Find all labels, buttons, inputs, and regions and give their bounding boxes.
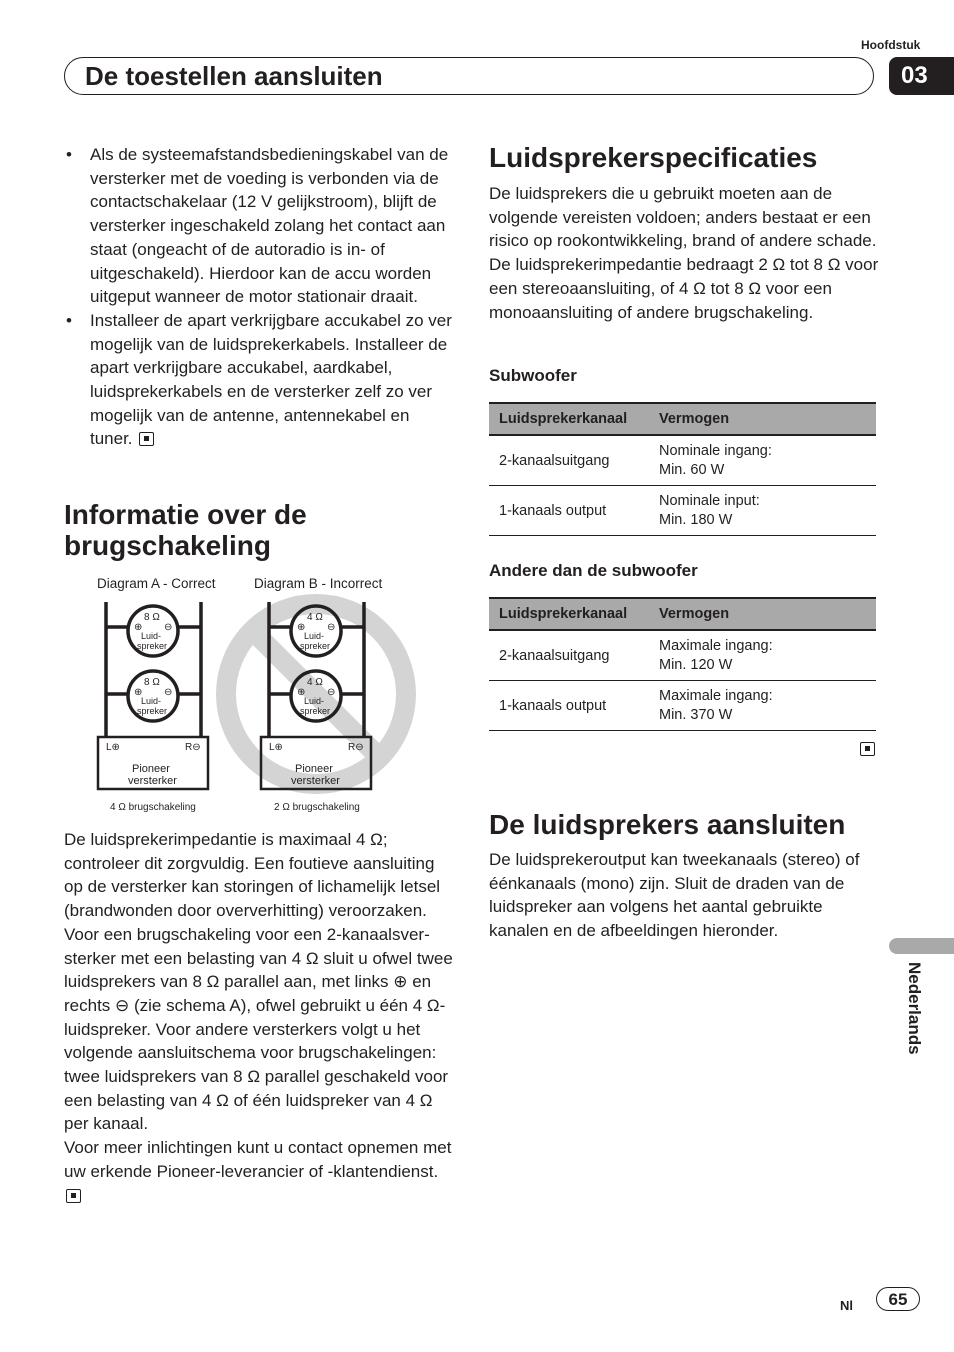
speaker-label: Luid- <box>304 631 325 641</box>
impedance-label: 4 Ω <box>307 677 323 688</box>
amplifier-label: versterker <box>291 775 340 787</box>
speaker-label: Luid- <box>141 631 162 641</box>
svg-text:⊕: ⊕ <box>297 687 306 698</box>
channel-cell: 2-kanaalsuitgang <box>489 630 649 681</box>
speaker-label: spreker <box>137 706 168 716</box>
chapter-number: 03 <box>889 57 954 95</box>
table-row <box>489 630 876 681</box>
spec-heading: Luidsprekerspecificaties <box>489 142 818 173</box>
end-mark-icon <box>860 742 875 756</box>
terminal-label: R⊖ <box>185 742 201 753</box>
svg-text:⊖: ⊖ <box>164 622 173 633</box>
spec-paragraph: De luidsprekers die u gebruikt moeten aan de volgende vereisten voldoen; anders bestaat er een risico op rookontwikkeling, brand of andere schade. De luidsprekerimpedantie bedraagt 2 Ω tot 8 Ω voor een stereoaansluiting, of 4 Ω tot 8 Ω voor een monoaansluiting of andere brugschakeling. <box>489 184 879 322</box>
speaker-label: spreker <box>300 641 331 651</box>
speaker-label: Luid- <box>304 696 325 706</box>
diagram-a-caption: 4 Ω brugschakeling <box>110 802 196 813</box>
column-header: Vermogen <box>649 403 876 435</box>
connect-paragraph: De luidsprekeroutput kan tweekanaals (stereo) of éénkanaals (mono) zijn. Sluit de draden van de luidspreker aan volgens het aantal gebruikte kanalen en de afbeeldingen hieronder. <box>489 850 860 941</box>
page-number: 65 <box>876 1287 920 1311</box>
table-row <box>489 681 876 731</box>
svg-text:⊖: ⊖ <box>164 687 173 698</box>
table-row <box>489 435 876 486</box>
impedance-label: 8 Ω <box>144 612 160 623</box>
language-label: Nederlands <box>905 962 924 1055</box>
bridge-text: De luidsprekerimpedantie is maximaal 4 Ω; controleer dit zorgvuldig. Een foutieve aansluiting op de versterker kan storingen of lichamelijk letsel (brandwonden door oververhitting) veroorzaken. Voor een brugschakeling voor een 2-kanaalsversterker met een belasting van 4 Ω sluit u ofwel twee luidsprekers van 8 Ω parallel aan, met links ⊕ en rechts ⊖ (zie schema A), ofwel gebruikt u één 4 Ω-luidspreker. Voor andere versterkers volgt u het volgende aansluitschema voor brugschakelingen: twee luidsprekers van 8 Ω parallel geschakeld voor een belasting van 4 Ω of één luidspreker van 4 Ω per kanaal. <box>64 830 453 1134</box>
other-speakers-table <box>489 597 876 731</box>
speaker-label: spreker <box>137 641 168 651</box>
column-header: Vermogen <box>649 598 876 630</box>
speaker-label: spreker <box>300 706 331 716</box>
power-cell: Nominale input: Min. 180 W <box>649 486 876 536</box>
table-header-row <box>489 403 876 435</box>
chapter-label: Hoofdstuk <box>861 38 921 52</box>
impedance-label: 4 Ω <box>307 612 323 623</box>
svg-text:⊕: ⊕ <box>297 622 306 633</box>
amplifier-label: Pioneer <box>132 763 170 775</box>
terminal-label: L⊕ <box>106 742 120 753</box>
power-cell: Nominale ingang: Min. 60 W <box>649 435 876 486</box>
svg-text:⊖: ⊖ <box>327 622 336 633</box>
diagram-b-title: Diagram B - Incorrect <box>254 576 383 591</box>
column-header: Luidsprekerkanaal <box>489 598 649 630</box>
power-cell: Maximale ingang: Min. 120 W <box>649 630 876 681</box>
warning-bullet-list <box>64 143 452 451</box>
language-tab <box>889 938 954 954</box>
terminal-label: R⊖ <box>348 742 364 753</box>
contact-text: Voor meer inlichtingen kunt u contact opnemen met uw erkende Pioneer-leverancier of -klantendienst. <box>64 1138 452 1181</box>
amplifier-label: versterker <box>128 775 177 787</box>
diagram-b-caption: 2 Ω brugschakeling <box>274 802 360 813</box>
table-header-row <box>489 598 876 630</box>
bullet-text: Installeer de apart verkrijgbare accukabel zo ver mogelijk van de luidsprekerkabels. Installeer de apart verkrijgbare accukabel, aardkabel, luidsprekerkabels en de versterker zelf zo ver mogelijk van de antenne, antennekabel en tuner. <box>90 310 452 449</box>
bridge-diagram <box>92 572 422 817</box>
subwoofer-table <box>489 402 876 536</box>
bullet-item <box>64 143 452 309</box>
other-speakers-heading: Andere dan de subwoofer <box>489 561 698 580</box>
diagram-a-title: Diagram A - Correct <box>97 576 216 591</box>
bridge-heading: Informatie over de brugschakeling <box>64 499 307 561</box>
amplifier-label: Pioneer <box>295 763 333 775</box>
impedance-label: 8 Ω <box>144 677 160 688</box>
svg-text:⊖: ⊖ <box>327 687 336 698</box>
svg-text:⊕: ⊕ <box>134 622 143 633</box>
subwoofer-heading: Subwoofer <box>489 366 577 385</box>
connect-heading: De luidsprekers aansluiten <box>489 809 846 840</box>
end-mark-icon <box>139 432 154 446</box>
channel-cell: 2-kanaalsuitgang <box>489 435 649 486</box>
diagram-a-labels <box>106 612 201 813</box>
section-title: De toestellen aansluiten <box>85 61 383 91</box>
channel-cell: 1-kanaals output <box>489 486 649 536</box>
bullet-item <box>64 309 452 451</box>
bullet-text: Als de systeemafstandsbedieningskabel van de versterker met de voeding is verbonden via de contactschakelaar (12 V gelijkstroom), blijft de versterker ingeschakeld zolang het contact aan staat (ongeacht of de autoradio is in- of uitgeschakeld). Hierdoor kan de accu worden uitgeput wanneer de motor stationair draait. <box>90 145 449 307</box>
end-mark-icon <box>66 1189 81 1203</box>
channel-cell: 1-kanaals output <box>489 681 649 731</box>
language-code: Nl <box>840 1298 853 1313</box>
bridge-paragraph <box>64 828 454 1207</box>
power-cell: Maximale ingang: Min. 370 W <box>649 681 876 731</box>
speaker-label: Luid- <box>141 696 162 706</box>
table-row <box>489 486 876 536</box>
svg-text:⊕: ⊕ <box>134 687 143 698</box>
terminal-label: L⊕ <box>269 742 283 753</box>
column-header: Luidsprekerkanaal <box>489 403 649 435</box>
